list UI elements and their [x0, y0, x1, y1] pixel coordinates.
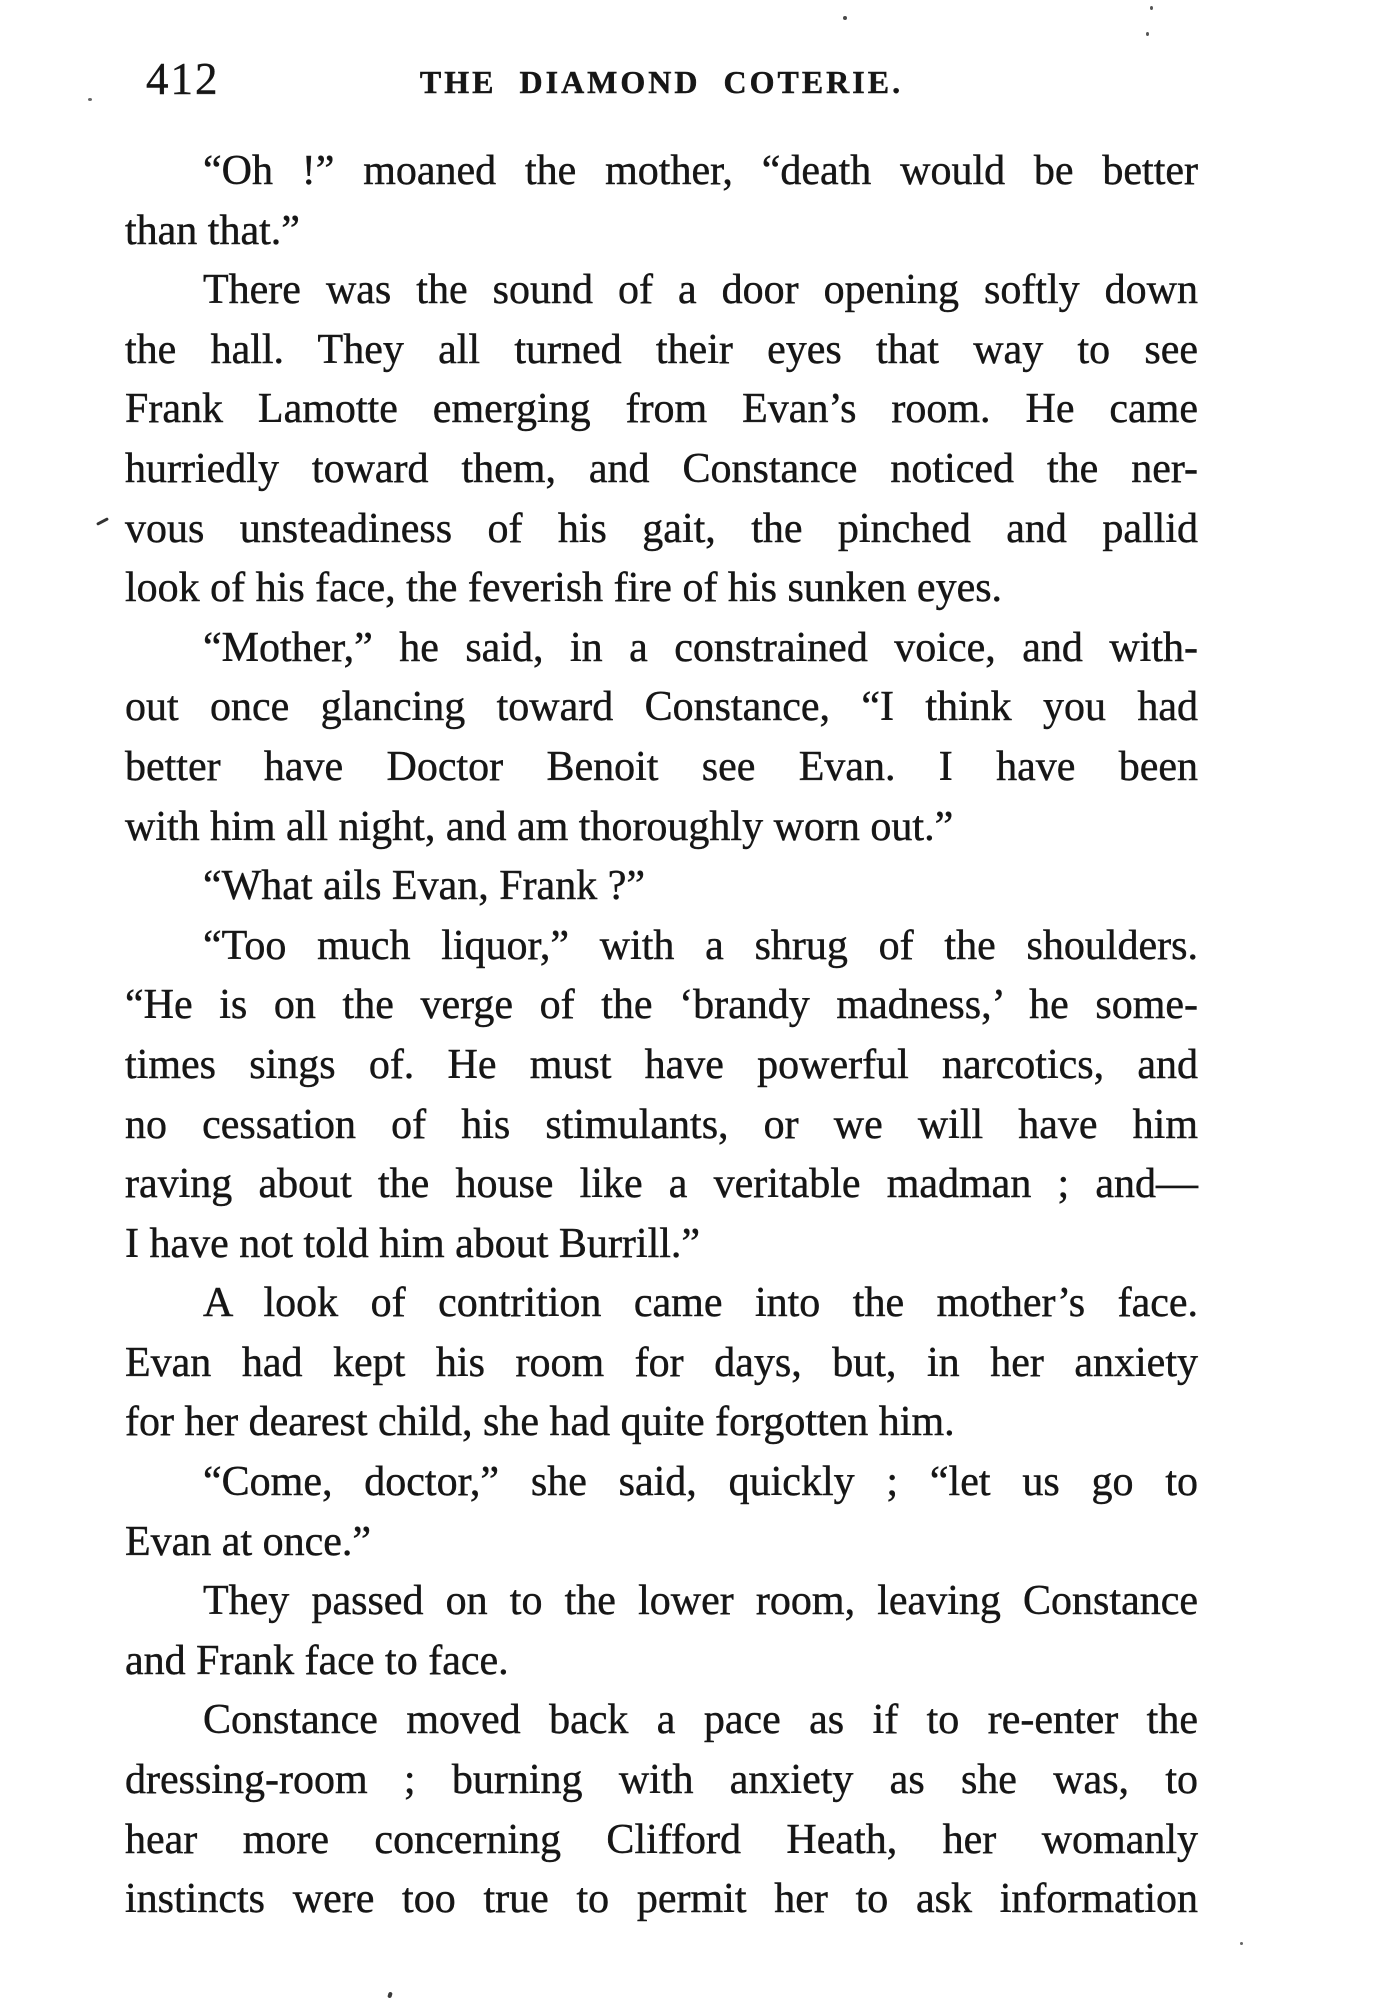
text-line: hear more concerning Clifford Heath, her womanly	[125, 1816, 1198, 1863]
text-line: “Oh !” moaned the mother, “death would be better	[203, 148, 1198, 194]
paragraph	[125, 917, 1198, 1275]
text-line: “Mother,” he said, in a constrained voice, and with-	[203, 624, 1198, 671]
paragraph	[125, 1572, 1198, 1691]
text-line: and Frank face to face.	[125, 1637, 509, 1684]
text-line: “What ails Evan, Frank ?”	[203, 863, 645, 910]
paragraph	[125, 261, 1198, 619]
paragraph	[125, 142, 1198, 261]
page-body	[125, 142, 1198, 1930]
scan-artifact	[1240, 1942, 1243, 1945]
scan-artifact	[1146, 32, 1149, 36]
text-line: Evan had kept his room for days, but, in her anxiety	[125, 1339, 1198, 1386]
text-line: look of his face, the feverish fire of his sunken eyes.	[125, 565, 1003, 612]
page-number: 412	[146, 54, 220, 104]
scan-artifact	[96, 517, 109, 526]
text-line: Frank Lamotte emerging from Evan’s room. He came	[125, 386, 1198, 433]
text-line: out once glancing toward Constance, “I think you had	[125, 684, 1198, 731]
text-line: hurriedly toward them, and Constance noticed the ner-	[125, 445, 1198, 492]
text-line: better have Doctor Benoit see Evan. I have been	[125, 743, 1198, 790]
scan-artifact	[1150, 6, 1153, 10]
text-line: instincts were too true to permit her to ask information	[125, 1876, 1198, 1923]
text-line: dressing-room ; burning with anxiety as she was, to	[125, 1757, 1198, 1804]
text-line: Evan at once.”	[125, 1518, 372, 1565]
paragraph	[125, 619, 1198, 857]
text-line: vous unsteadiness of his gait, the pinched and pallid	[125, 505, 1198, 552]
scan-artifact	[843, 16, 847, 20]
text-line: no cessation of his stimulants, or we will have him	[125, 1101, 1198, 1148]
text-line: A look of contrition came into the mother’s face.	[203, 1280, 1198, 1327]
text-line: times sings of. He must have powerful narcotics, and	[125, 1041, 1198, 1088]
scan-artifact	[387, 1992, 393, 1999]
paragraph	[125, 1453, 1198, 1572]
text-line: the hall. They all turned their eyes that way to see	[125, 326, 1198, 373]
paragraph	[125, 857, 1198, 917]
paragraph	[125, 1274, 1198, 1453]
text-line: There was the sound of a door opening softly down	[203, 267, 1198, 314]
text-line: Constance moved back a pace as if to re-enter the	[203, 1697, 1198, 1744]
paragraph	[125, 1691, 1198, 1929]
text-line: I have not told him about Burrill.”	[125, 1220, 701, 1267]
text-line: “Come, doctor,” she said, quickly ; “let us go to	[203, 1459, 1198, 1506]
text-line: “Too much liquor,” with a shrug of the shoulders.	[203, 922, 1198, 969]
text-line: They passed on to the lower room, leaving Constance	[203, 1578, 1198, 1625]
scan-artifact	[88, 98, 92, 101]
running-title: THE DIAMOND COTERIE.	[419, 64, 904, 100]
text-line: raving about the house like a veritable madman ; and—	[125, 1161, 1198, 1208]
text-line: than that.”	[125, 207, 300, 254]
text-line: for her dearest child, she had quite forgotten him.	[125, 1399, 955, 1446]
text-line: “He is on the verge of the ‘brandy madness,’ he some-	[125, 982, 1198, 1029]
text-line: with him all night, and am thoroughly worn out.”	[125, 803, 954, 850]
